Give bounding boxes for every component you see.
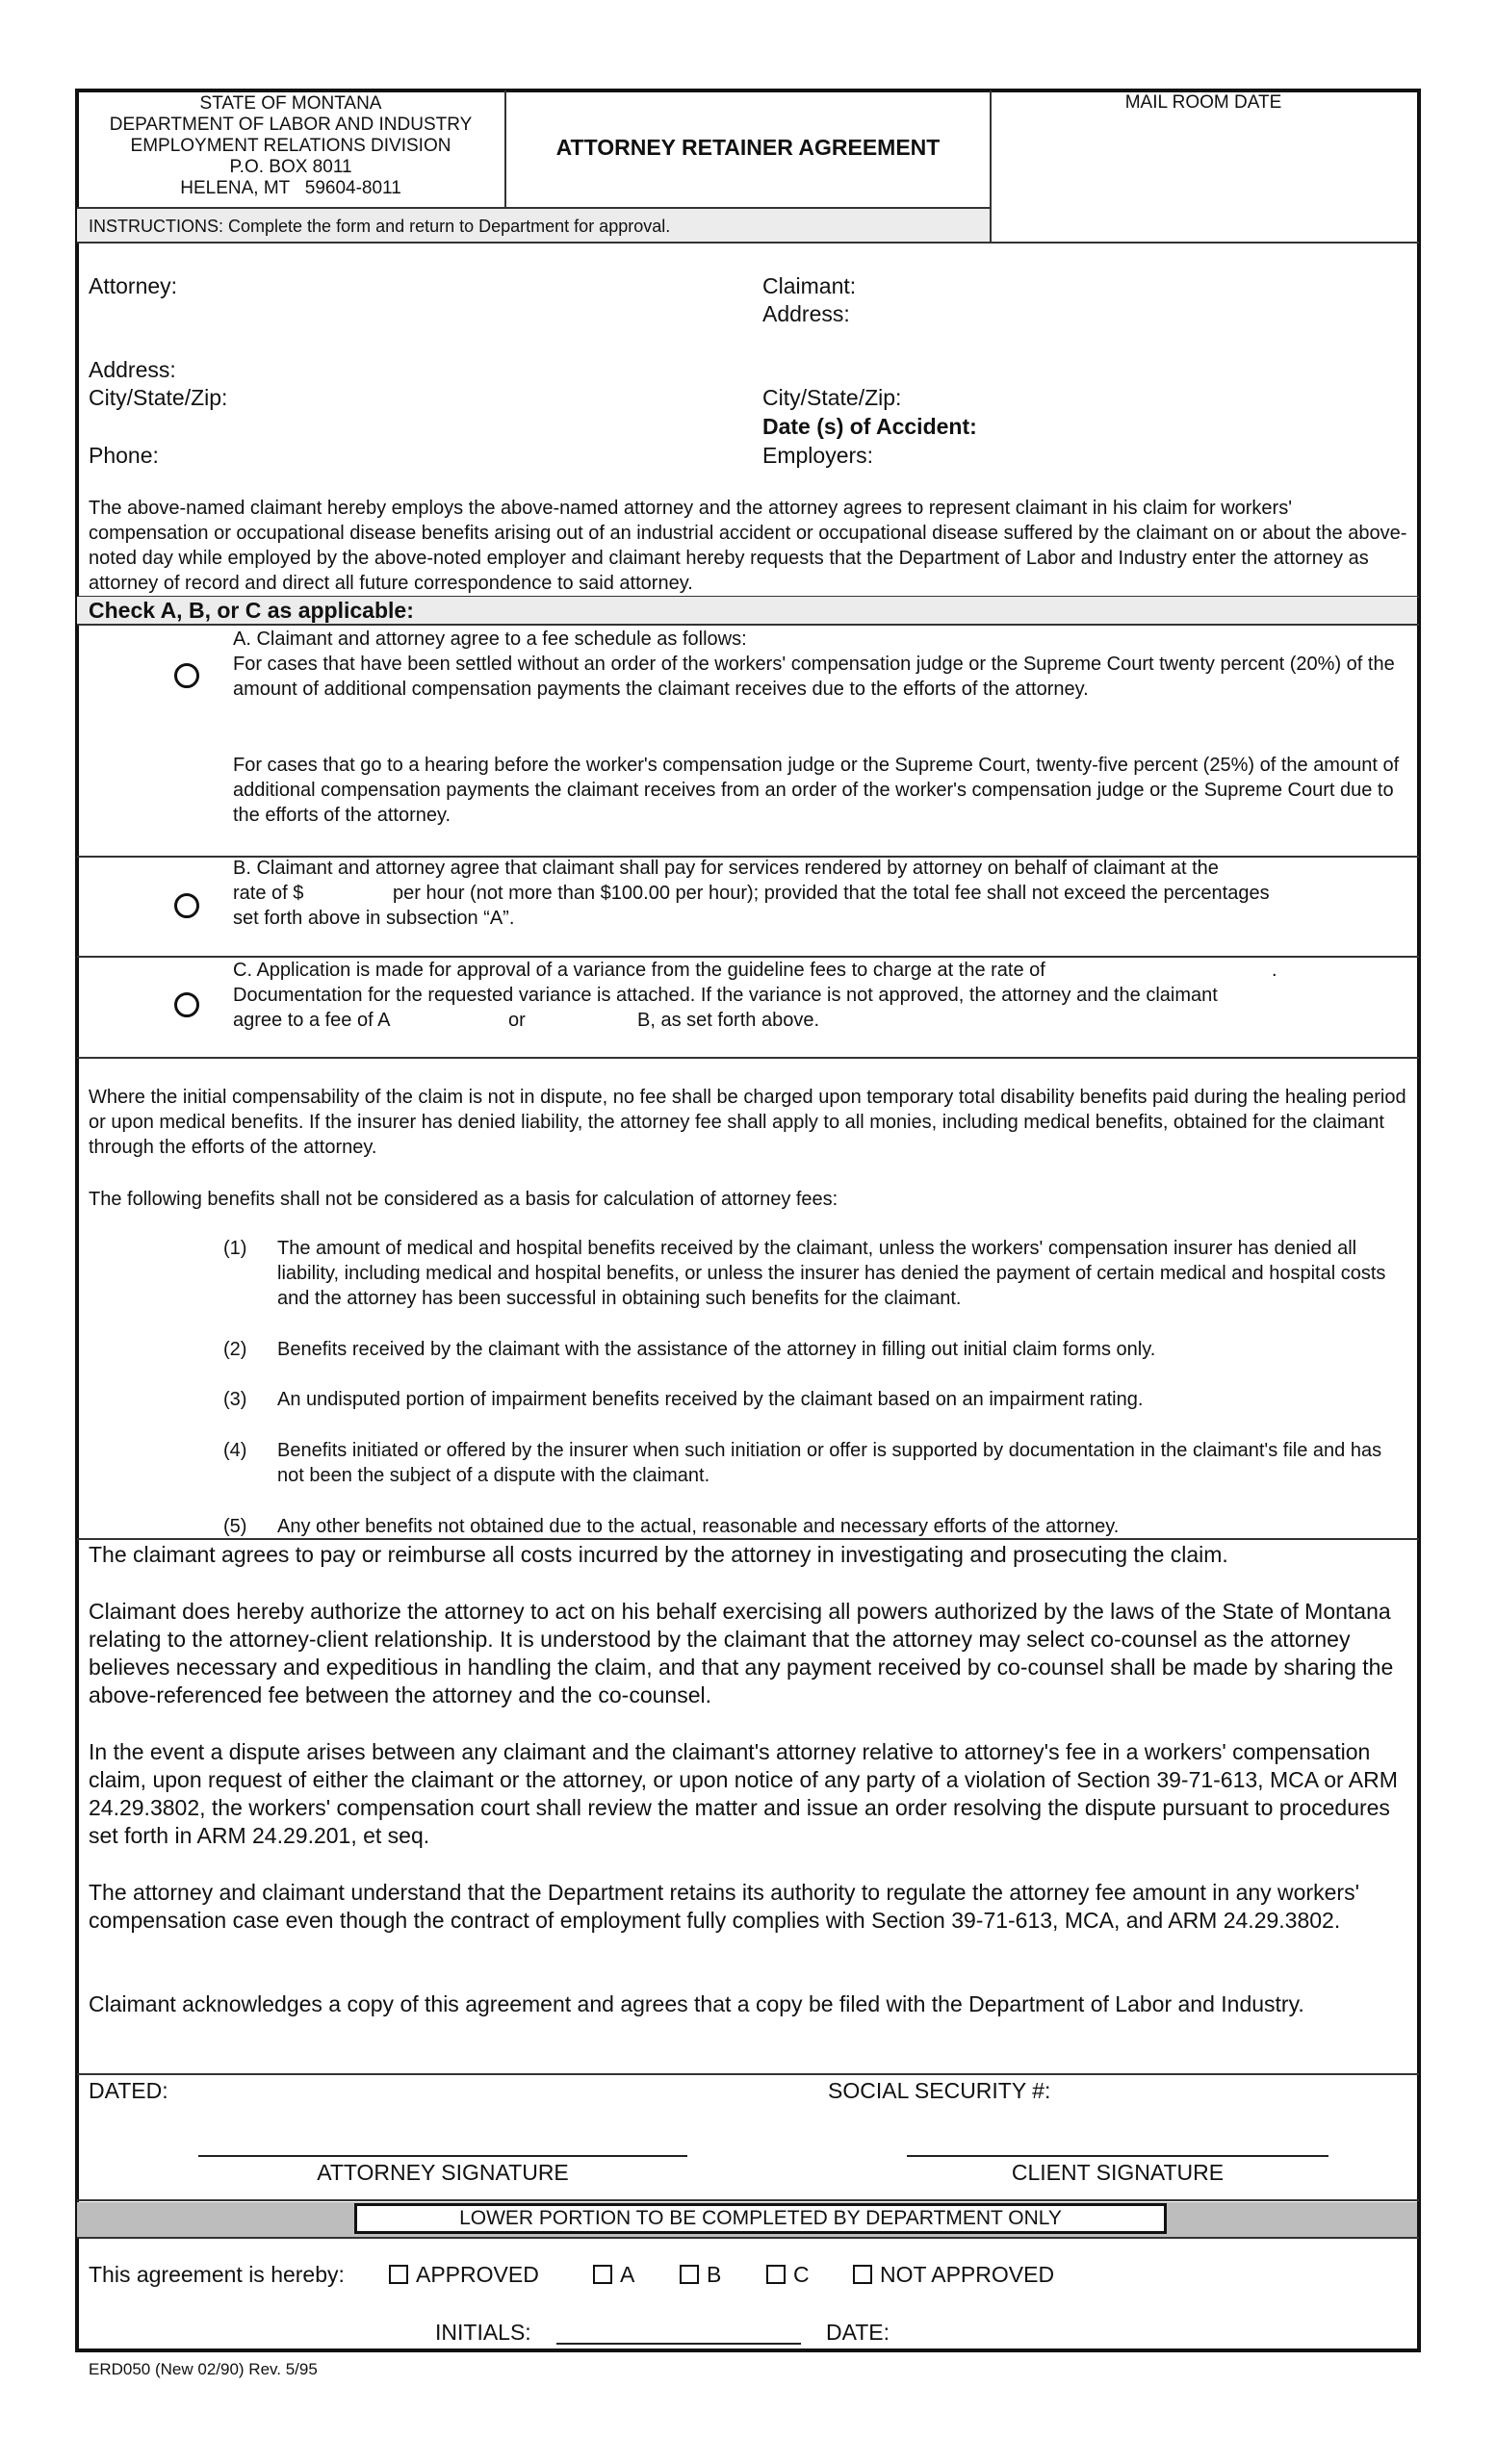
date-label: DATE: <box>826 2320 890 2345</box>
agency-line: STATE OF MONTANA <box>199 93 382 114</box>
department-authority-paragraph: The attorney and claimant understand that the Department retains its authority to regulate the attorney fee amount in any workers' compensation case even though the contract of employment fully complies with Section 39-71-613, MCA, and ARM 24.29.3802. <box>89 1880 1359 1933</box>
approved-checkbox[interactable] <box>389 2260 539 2289</box>
instructions: INSTRUCTIONS: Complete the form and return to Department for approval. <box>77 209 990 242</box>
employers-field[interactable]: Employers: <box>762 443 874 468</box>
client-signature-label: CLIENT SIGNATURE <box>1011 2160 1225 2185</box>
dispute-paragraph: In the event a dispute arises between any claimant and the claimant's attorney relative to attorney's fee in a workers' compensation claim, upon request of either the claimant or the attorney, or upon notice of any party of a violation of Section 39-71-613, MCA or ARM 24.29.3802, the workers' compensation court shall review the matter and issue an order resolving the dispute pursuant to procedures set forth in ARM 24.29.201, et seq. <box>89 1739 1398 1848</box>
costs-paragraph: The claimant agrees to pay or reimburse all costs incurred by the attorney in investigating and prosecuting the claim. <box>89 1542 1228 1567</box>
agency-address <box>79 93 503 199</box>
option-b-radio[interactable] <box>174 893 199 918</box>
option-c-line2: Documentation for the requested variance is attached. If the variance is not approved, the attorney and the claimant <box>233 985 1218 1006</box>
checkbox-icon <box>593 2265 612 2284</box>
attorney-signature-label: ATTORNEY SIGNATURE <box>317 2160 569 2185</box>
option-c-or: or <box>508 1010 526 1031</box>
benefit-number: (4) <box>223 1440 247 1461</box>
option-b-checkbox[interactable] <box>680 2260 721 2289</box>
client-signature-line[interactable] <box>907 2155 1328 2157</box>
accident-date-field[interactable]: Date (s) of Accident: <box>762 414 977 439</box>
option-c-period: . <box>1272 960 1277 981</box>
excluded-benefits-intro: The following benefits shall not be considered as a basis for calculation of attorney fees: <box>89 1189 838 1210</box>
benefit-text: Benefits initiated or offered by the insurer when such initiation or offer is supported by documentation in the claimant's file and has not been the subject of a dispute with the claimant. <box>277 1440 1382 1486</box>
agency-line: HELENA, MT 59604-8011 <box>180 178 401 198</box>
option-b-line3: set forth above in subsection “A”. <box>233 908 515 929</box>
acknowledgement-paragraph: Claimant acknowledges a copy of this agreement and agrees that a copy be filed with the Department of Labor and Industry. <box>89 1991 1304 2016</box>
benefits-bottom-line <box>77 1538 1419 1540</box>
option-b-rate-terms: per hour (not more than $100.00 per hour); provided that the total fee shall not exceed the percentages <box>393 883 1270 904</box>
dated-field[interactable]: DATED: <box>89 2078 168 2103</box>
option-a-radio[interactable] <box>174 663 199 688</box>
claimant-field[interactable]: Claimant: <box>762 273 857 298</box>
option-a-label: A <box>620 2262 635 2287</box>
not-approved-label: NOT APPROVED <box>880 2262 1055 2287</box>
option-a-settled-text: For cases that have been settled without an order of the workers' compensation judge or the Supreme Court twenty percent (20%) of the amount of additional compensation payments the claimant receives due to the efforts of the attorney. <box>233 654 1395 700</box>
signature-top-line <box>77 2073 1419 2075</box>
option-c-checkbox[interactable] <box>766 2260 810 2289</box>
checkbox-icon <box>389 2265 408 2284</box>
department-only-banner: LOWER PORTION TO BE COMPLETED BY DEPARTMENT ONLY <box>354 2203 1167 2234</box>
approval-label: This agreement is hereby: <box>89 2262 345 2287</box>
form-revision: ERD050 (New 02/90) Rev. 5/95 <box>89 2360 318 2378</box>
authorization-paragraph: Claimant does hereby authorize the attorney to act on his behalf exercising all powers authorized by the laws of the State of Montana relating to the attorney-client relationship. It is understood by the claimant that the attorney may select co-counsel as the attorney believes necessary and expeditious in handling the claim, and that any payment received by co-counsel shall be made by sharing the above-referenced fee between the attorney and the co-counsel. <box>89 1599 1394 1707</box>
attorney-field[interactable]: Attorney: <box>89 273 178 298</box>
attorney-city-field[interactable]: City/State/Zip: <box>89 385 228 410</box>
intro-paragraph: The above-named claimant hereby employs the above-named attorney and the attorney agrees to represent claimant in his claim for workers' compensation or occupational disease benefits arising out of an industrial accident or occupational disease suffered by the claimant on or about the above-noted day while employed by the above-noted employer and claimant hereby requests that the Department of Labor and Industry enter the attorney as attorney of record and direct all future correspondence to said attorney. <box>89 498 1407 594</box>
compensability-paragraph: Where the initial compensability of the claim is not in dispute, no fee shall be charged upon temporary total disability benefits paid during the healing period or upon medical benefits. If the insurer has denied liability, the attorney fee shall apply to all monies, including medical benefits, obtained for the claimant through the efforts of the attorney. <box>89 1087 1406 1158</box>
checkbox-icon <box>680 2265 699 2284</box>
option-c-radio[interactable] <box>174 992 199 1017</box>
instructions-bottom-line <box>77 242 1419 244</box>
checkbox-icon <box>853 2265 872 2284</box>
agency-line: DEPARTMENT OF LABOR AND INDUSTRY <box>109 115 473 135</box>
option-c-rate-input[interactable] <box>1198 960 1271 983</box>
option-c-fee-b-input[interactable] <box>539 1010 635 1033</box>
option-c-fee-label: agree to a fee of A <box>233 1010 391 1031</box>
form-title: ATTORNEY RETAINER AGREEMENT <box>555 135 941 160</box>
benefit-number: (1) <box>223 1238 247 1259</box>
option-a-hearing-text: For cases that go to a hearing before the worker's compensation judge or the Supreme Court, twenty-five percent (25%) of the amount of additional compensation payments the claimant receives from an order of the worker's compensation judge or the Supreme Court due to the efforts of the attorney. <box>233 755 1400 826</box>
benefit-number: (2) <box>223 1339 247 1360</box>
checkbox-icon <box>766 2265 786 2284</box>
benefit-text: An undisputed portion of impairment benefits received by the claimant based on an impairment rating. <box>277 1389 1144 1410</box>
option-c-label: C <box>793 2262 810 2287</box>
attorney-address-field[interactable]: Address: <box>89 357 176 382</box>
benefit-number: (3) <box>223 1389 247 1410</box>
option-b-label: B <box>707 2262 722 2287</box>
check-heading: Check A, B, or C as applicable: <box>77 597 1417 624</box>
not-approved-checkbox[interactable] <box>853 2260 1054 2289</box>
initials-label: INITIALS: <box>435 2320 531 2345</box>
option-c-fee-a-input[interactable] <box>424 1010 501 1033</box>
check-head-bottom-line <box>77 624 1419 626</box>
mail-room-date-box[interactable]: MAIL ROOM DATE <box>1124 92 1282 113</box>
agency-line: EMPLOYMENT RELATIONS DIVISION <box>130 136 451 156</box>
department-banner-bottom-line <box>77 2237 1419 2239</box>
benefit-text: Benefits received by the claimant with the assistance of the attorney in filling out initial claim forms only. <box>277 1339 1156 1360</box>
header-divider-left <box>504 90 506 208</box>
agency-line: P.O. BOX 8011 <box>229 157 352 177</box>
benefit-text: The amount of medical and hospital benefits received by the claimant, unless the workers' compensation insurer has denied all liability, including medical and hospital benefits, or unless the insurer has denied the payment of certain medical and hospital costs and the attorney has been successful in obtaining such benefits for the claimant. <box>277 1238 1386 1309</box>
option-c-fee-b-text: B, as set forth above. <box>637 1010 819 1031</box>
option-b-rate-input[interactable] <box>327 883 391 906</box>
approved-label: APPROVED <box>416 2262 539 2287</box>
option-b-line1: B. Claimant and attorney agree that claimant shall pay for services rendered by attorney on behalf of claimant at the <box>233 858 1219 879</box>
option-a-intro: A. Claimant and attorney agree to a fee schedule as follows: <box>233 629 747 650</box>
option-a-checkbox[interactable] <box>593 2260 634 2289</box>
claimant-city-field[interactable]: City/State/Zip: <box>762 385 902 410</box>
option-c-line1: C. Application is made for approval of a variance from the guideline fees to charge at the rate of <box>233 960 1045 981</box>
option-b-rate-label: rate of $ <box>233 883 304 904</box>
claimant-address-field[interactable]: Address: <box>762 301 850 326</box>
attorney-phone-field[interactable]: Phone: <box>89 443 159 468</box>
social-security-field[interactable]: SOCIAL SECURITY #: <box>828 2078 1051 2103</box>
option-c-bottom-line <box>77 1057 1419 1059</box>
attorney-signature-line[interactable] <box>198 2155 687 2157</box>
benefit-number: (5) <box>223 1516 247 1537</box>
initials-line[interactable] <box>556 2343 801 2345</box>
department-top-line <box>77 2199 1419 2201</box>
benefit-text: Any other benefits not obtained due to the actual, reasonable and necessary efforts of the attorney. <box>277 1516 1120 1537</box>
